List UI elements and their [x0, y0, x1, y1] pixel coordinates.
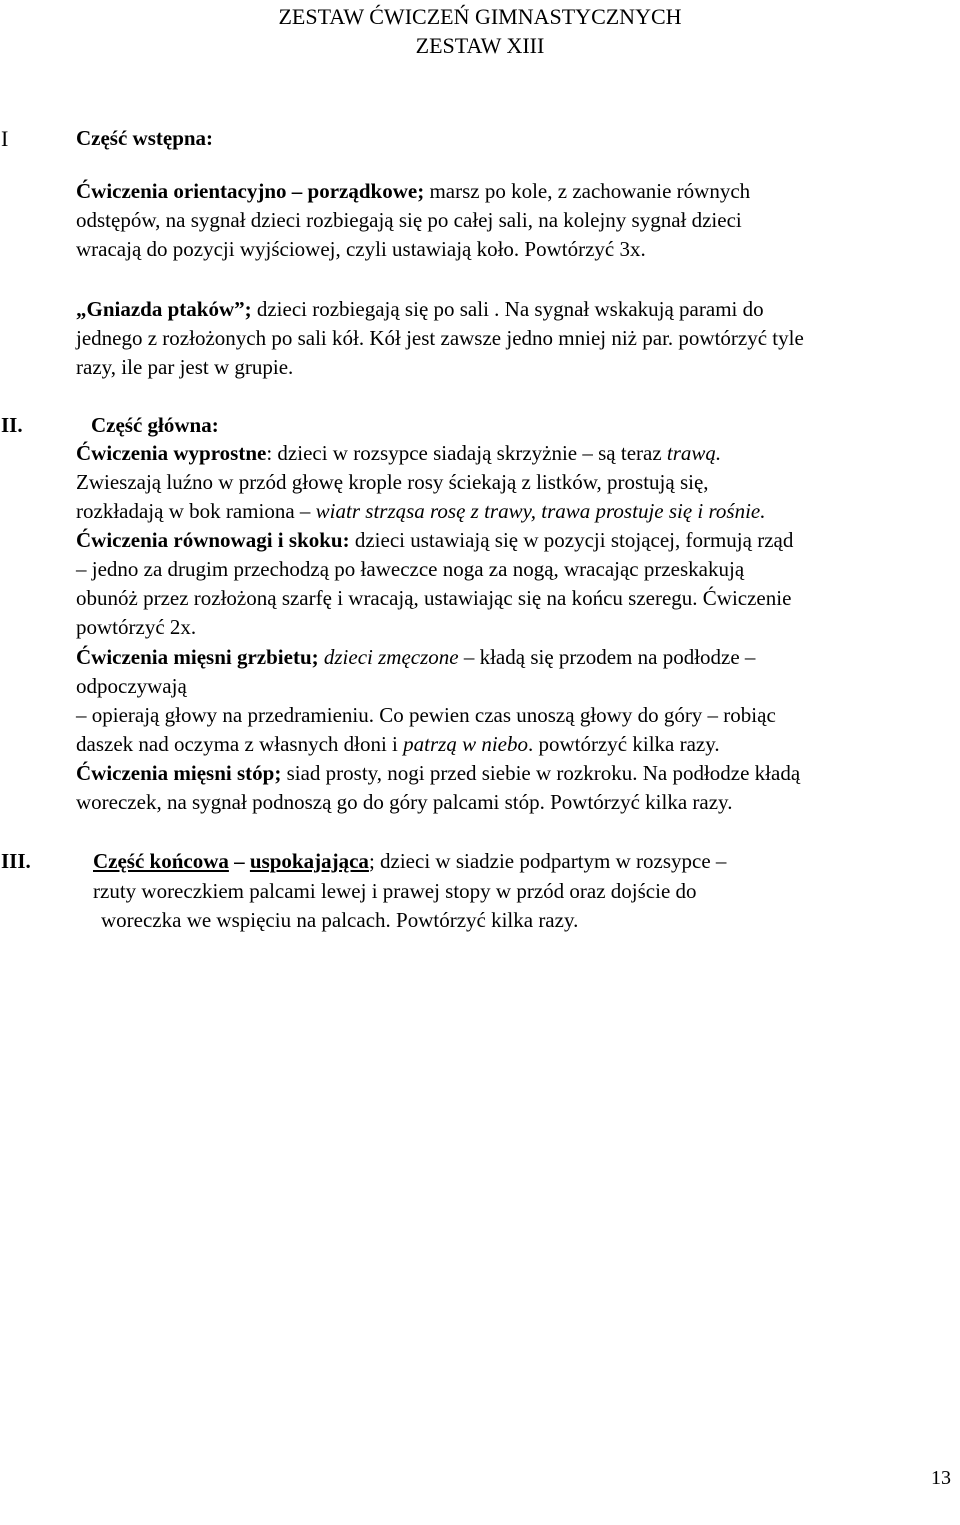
orient-line-1: Ćwiczenia orientacyjno – porządkowe; marsz po kole, z zachowanie równych	[76, 179, 751, 203]
gniazda-line-1: „Gniazda ptaków”; dzieci rozbiegają się po sali . Na sygnał wskakują parami do	[76, 297, 764, 321]
orient-line-3: wracają do pozycji wyjściowej, czyli ustawiają koło. Powtórzyć 3x.	[76, 237, 646, 261]
rownowagi-line-2: – jedno za drugim przechodzą po ławeczce noga za nogą, wracając przeskakują	[76, 557, 745, 581]
koncowa-lead-a: Część końcowa	[93, 849, 229, 873]
koncowa-line-1: Część końcowa – uspokajająca; dzieci w siadzie podpartym w rozsypce –	[93, 849, 727, 873]
rownowagi-lead: Ćwiczenia równowagi i skoku:	[76, 528, 350, 552]
rownowagi-line-1: Ćwiczenia równowagi i skoku: dzieci ustawiają się w pozycji stojącej, formują rząd	[76, 528, 794, 552]
gniazda-line-3: razy, ile par jest w grupie.	[76, 355, 294, 379]
page-number: 13	[931, 1467, 951, 1489]
section-2-heading: Część główna:	[91, 413, 219, 437]
orient-lead: Ćwiczenia orientacyjno – porządkowe;	[76, 179, 425, 203]
grzbietu-line-4: daszek nad oczyma z własnych dłoni i patrzą w niebo. powtórzyć kilka razy.	[76, 732, 720, 756]
section-1-heading: Część wstępna:	[76, 126, 214, 150]
grzbietu-line-1: Ćwiczenia mięsni grzbietu; dzieci zmęczone – kładą się przodem na podłodze –	[76, 645, 756, 669]
gniazda-lead: „Gniazda ptaków”;	[76, 297, 252, 321]
page-subtitle: ZESTAW XIII	[415, 33, 545, 58]
section-1-numeral: I	[1, 126, 9, 151]
wyprostne-line-2: Zwieszają luźno w przód głowę krople rosy ściekają z listków, prostują się,	[76, 470, 709, 494]
grzbietu-lead: Ćwiczenia mięsni grzbietu;	[76, 645, 319, 669]
grzbietu-line-3: – opierają głowy na przedramieniu. Co pewien czas unoszą głowy do góry – robiąc	[76, 703, 776, 727]
section-3-numeral: III.	[1, 849, 31, 873]
rownowagi-line-3: obunóż przez rozłożoną szarfę i wracają, ustawiając się na końcu szeregu. Ćwiczenie	[76, 586, 792, 610]
stop-line-1: Ćwiczenia mięsni stóp; siad prosty, nogi przed siebie w rozkroku. Na podłodze kładą	[76, 761, 801, 785]
stop-lead: Ćwiczenia mięsni stóp;	[76, 761, 282, 785]
stop-line-2: woreczek, na sygnał podnoszą go do góry palcami stóp. Powtórzyć kilka razy.	[76, 790, 733, 814]
rownowagi-line-4: powtórzyć 2x.	[76, 615, 197, 639]
orient-line-2: odstępów, na sygnał dzieci rozbiegają się po całej sali, na kolejny sygnał dzieci	[76, 208, 742, 232]
wyprostne-line-3: rozkładają w bok ramiona – wiatr strząsa rosę z trawy, trawa prostuje się i rośnie.	[76, 499, 766, 523]
koncowa-line-3: woreczka we wspięciu na palcach. Powtórzyć kilka razy.	[101, 908, 579, 932]
koncowa-lead-b: uspokajająca	[249, 849, 369, 873]
page-title: ZESTAW ĆWICZEŃ GIMNASTYCZNYCH	[278, 4, 682, 29]
koncowa-line-2: rzuty woreczkiem palcami lewej i prawej stopy w przód oraz dojście do	[93, 879, 697, 903]
wyprostne-lead: Ćwiczenia wyprostne	[76, 441, 267, 465]
section-2-numeral: II.	[1, 413, 23, 437]
grzbietu-line-2: odpoczywają	[76, 674, 187, 698]
wyprostne-line-1: Ćwiczenia wyprostne: dzieci w rozsypce siadają skrzyżnie – są teraz trawą.	[76, 441, 722, 465]
gniazda-line-2: jednego z rozłożonych po sali kół. Kół jest zawsze jedno mniej niż par. powtórzyć tyle	[76, 326, 804, 350]
